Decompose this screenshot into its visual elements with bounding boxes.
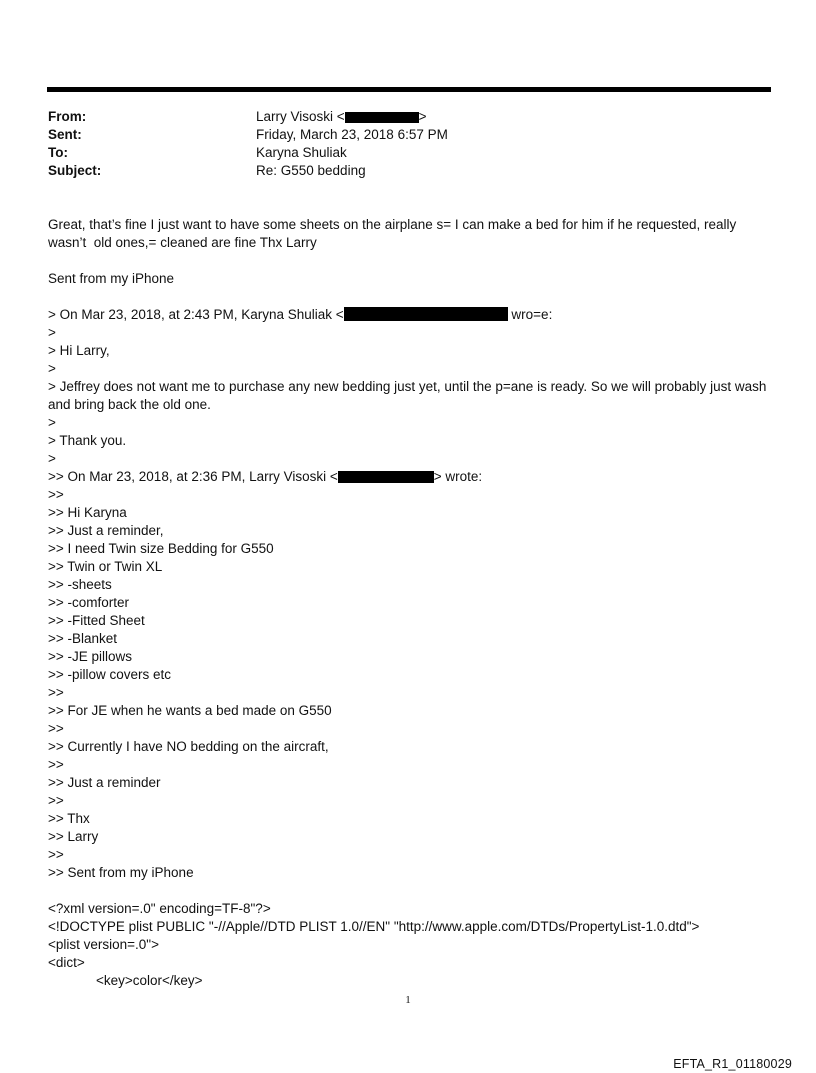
- reply-paragraph: Great, that’s fine I just want to have some sheets on the airplane s= I can make a bed for him if he requested, really wasn’t old ones,= cleaned are fine Thx Larry: [48, 217, 741, 250]
- quote1-intro-end: wro=e:: [507, 307, 553, 322]
- quote2-line: >> -comforter: [48, 595, 130, 610]
- quote1-intro-start: > On Mar 23, 2018, at 2:43 PM, Karyna Shuliak <: [48, 307, 344, 322]
- quote2-line: >> Twin or Twin XL: [48, 559, 163, 574]
- email-body: [48, 216, 772, 990]
- from-row: [48, 108, 768, 126]
- subject-value: Re: G550 bedding: [256, 163, 366, 178]
- quote2-line: >>: [48, 757, 64, 772]
- quote-message: > Jeffrey does not want me to purchase any new bedding just yet, until the p=ane is ready. So we will probably just wash and bring back the old one.: [48, 379, 767, 412]
- xml-line: <?xml version=.0" encoding=TF-8"?>: [48, 901, 271, 916]
- redaction-bar: [345, 112, 419, 123]
- quote2-intro-end: > wrote:: [433, 469, 483, 484]
- document-id: EFTA_R1_01180029: [673, 1057, 792, 1071]
- quote-greeting: > Hi Larry,: [48, 343, 110, 358]
- sent-row: [48, 126, 768, 144]
- spacer: [48, 252, 772, 270]
- quote2-line: >>: [48, 793, 64, 808]
- quote2-intro-start: >> On Mar 23, 2018, at 2:36 PM, Larry Visoski <: [48, 469, 338, 484]
- quote-line: >: [48, 451, 56, 466]
- sent-label: Sent:: [48, 127, 82, 142]
- spacer: [48, 288, 772, 306]
- quote2-line: >> Currently I have NO bedding on the aircraft,: [48, 739, 329, 754]
- quote2-intro: [48, 468, 772, 486]
- quote2-line: >> Thx: [48, 811, 90, 826]
- email-header: [48, 108, 768, 180]
- quote2-line: >> Hi Karyna: [48, 505, 127, 520]
- quote1-intro: [48, 306, 772, 324]
- quote-line: >: [48, 361, 56, 376]
- quote2-line: >> Just a reminder,: [48, 523, 164, 538]
- xml-line: <plist version=.0">: [48, 937, 159, 952]
- sent-value: Friday, March 23, 2018 6:57 PM: [256, 127, 448, 142]
- quote2-line: >> -JE pillows: [48, 649, 133, 664]
- subject-label: Subject:: [48, 163, 102, 178]
- page-number: 1: [405, 994, 411, 1006]
- quote2-line: >>: [48, 721, 64, 736]
- quote2-line: >> I need Twin size Bedding for G550: [48, 541, 274, 556]
- quote2-line: >>: [48, 487, 64, 502]
- quote2-line: >>: [48, 847, 64, 862]
- quote-line: >: [48, 415, 56, 430]
- header-divider: [47, 87, 771, 92]
- quote2-line: >> -Blanket: [48, 631, 118, 646]
- spacer: [48, 882, 772, 900]
- quote2-line: >> Larry: [48, 829, 99, 844]
- quote2-line: >> -Fitted Sheet: [48, 613, 145, 628]
- quote2-line: >> -sheets: [48, 577, 112, 592]
- to-value: Karyna Shuliak: [256, 145, 347, 160]
- subject-row: [48, 162, 768, 180]
- redaction-bar: [338, 471, 434, 483]
- xml-line-indented: <key>color</key>: [96, 973, 203, 988]
- quote-thanks: > Thank you.: [48, 433, 127, 448]
- signature: Sent from my iPhone: [48, 271, 175, 286]
- from-name: Larry Visoski <: [256, 109, 345, 124]
- to-label: To:: [48, 145, 68, 160]
- from-label: From:: [48, 109, 87, 124]
- quote2-line: >>: [48, 685, 64, 700]
- to-row: [48, 144, 768, 162]
- quote2-line: >> For JE when he wants a bed made on G550: [48, 703, 332, 718]
- quote2-line: >> Sent from my iPhone: [48, 865, 194, 880]
- from-value: [256, 108, 427, 126]
- xml-line: <dict>: [48, 955, 85, 970]
- quote-line: >: [48, 325, 56, 340]
- from-close: >: [418, 109, 427, 124]
- xml-line: <!DOCTYPE plist PUBLIC "-//Apple//DTD PLIST 1.0//EN" "http://www.apple.com/DTDs/PropertyList-1.0.dtd">: [48, 919, 700, 934]
- redaction-bar: [344, 307, 508, 321]
- quote2-line: >> Just a reminder: [48, 775, 161, 790]
- quote2-line: >> -pillow covers etc: [48, 667, 172, 682]
